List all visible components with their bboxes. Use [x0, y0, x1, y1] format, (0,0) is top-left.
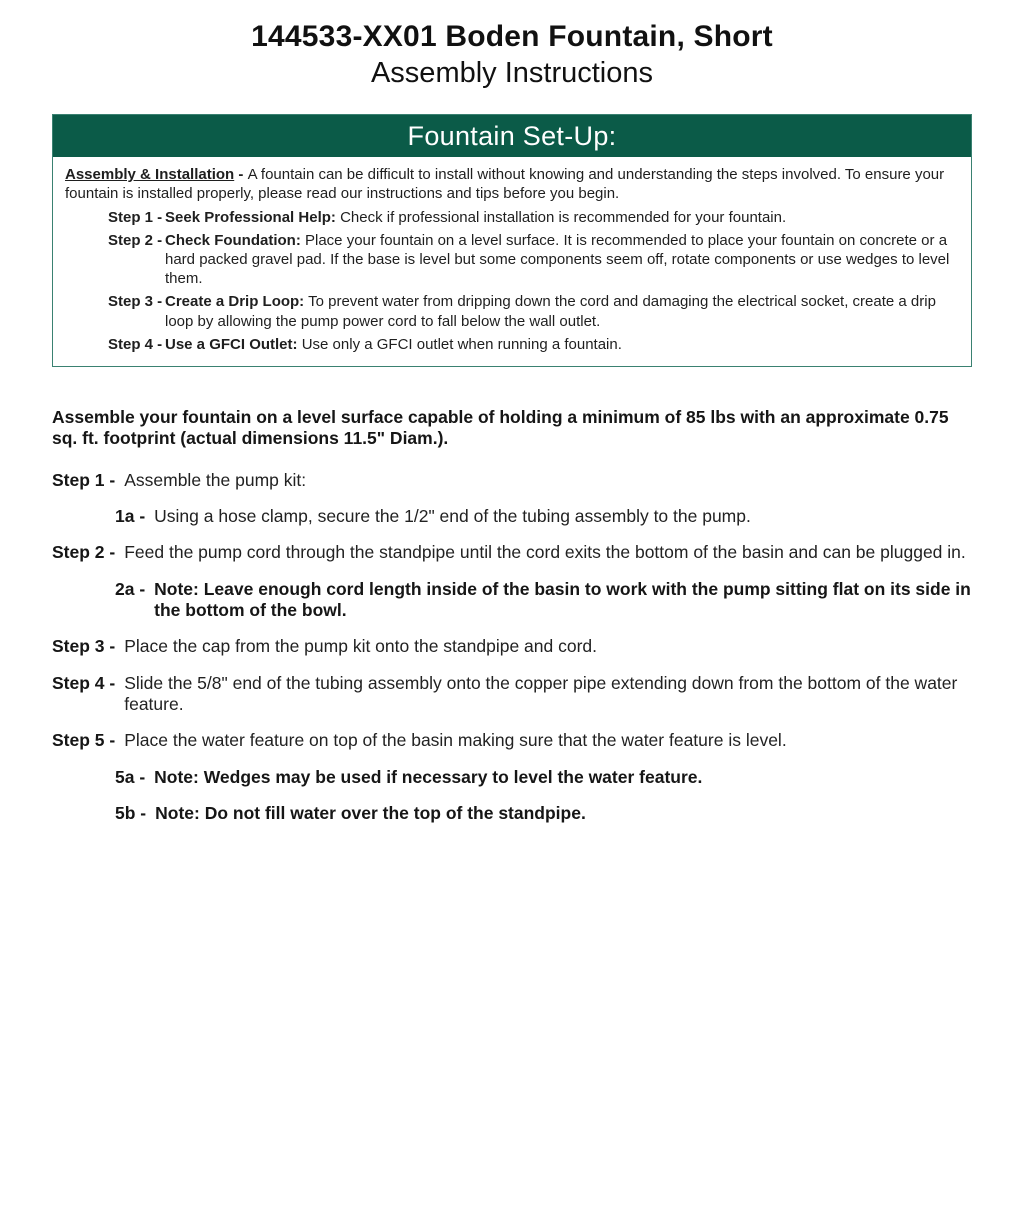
setup-step-desc: Check if professional installation is recommended for your fountain.	[340, 208, 787, 226]
assembly-step-text: Assemble the pump kit:	[124, 469, 307, 490]
setup-step-lead: Seek Professional Help:	[165, 208, 336, 226]
assembly-step-row	[52, 636, 972, 657]
assembly-step-label: 5a -	[115, 766, 146, 787]
setup-step-desc: Place your fountain on a level surface. It is recommended to place your fountain on concrete or a hard packed gravel pad. If the base is level but some components seem off, rotate components or use wedges to level them.	[165, 231, 950, 288]
assembly-step-row	[52, 673, 972, 716]
setup-intro-paragraph	[65, 165, 959, 203]
setup-box	[53, 157, 971, 366]
setup-step-desc: To prevent water from dripping down the cord and damaging the electrical socket, create a drip loop by allowing the pump power cord to fall below the wall outlet.	[165, 293, 936, 330]
assembly-step-label: Step 4 -	[52, 672, 116, 693]
assembly-step-row	[52, 803, 972, 824]
assembly-step-label: Step 5 -	[52, 730, 116, 751]
assembly-step-text: Note: Leave enough cord length inside of the basin to work with the pump sitting flat on its side in the bottom of the bowl.	[154, 578, 971, 621]
setup-step-lead: Use a GFCI Outlet:	[165, 335, 298, 353]
setup-step-row	[108, 231, 959, 289]
setup-step-text	[165, 292, 959, 330]
assembly-step-row	[52, 767, 972, 788]
assembly-step-text: Feed the pump cord through the standpipe until the cord exits the bottom of the basin and can be plugged in.	[124, 542, 966, 563]
section-banner-title: Fountain Set-Up:	[407, 120, 617, 151]
setup-step-desc: Use only a GFCI outlet when running a fountain.	[301, 335, 622, 353]
setup-step-label: Step 4 -	[108, 335, 163, 353]
assembly-step-text: Place the cap from the pump kit onto the standpipe and cord.	[124, 636, 598, 657]
setup-step-row	[108, 335, 959, 354]
assembly-step-row	[52, 470, 972, 491]
assembly-intro-paragraph: Assemble your fountain on a level surface capable of holding a minimum of 85 lbs with an approximate 0.75 sq. ft. footprint (actual dimensions 11.5" Diam.).	[52, 406, 949, 449]
assembly-step-label: Step 1 -	[52, 469, 116, 490]
setup-steps-list	[65, 208, 959, 354]
setup-step-label: Step 2 -	[108, 231, 163, 249]
assembly-step-label: 5b -	[115, 803, 147, 824]
setup-step-lead: Check Foundation:	[165, 231, 301, 249]
assembly-instructions	[52, 407, 972, 824]
setup-intro-text: A fountain can be difficult to install without knowing and understanding the steps involved. To ensure your fountain is installed properly, please read our instructions and tips before you begin.	[65, 166, 945, 203]
assembly-step-text: Note: Do not fill water over the top of the standpipe.	[155, 803, 586, 824]
setup-step-label: Step 3 -	[108, 293, 163, 311]
setup-step-text	[165, 231, 959, 289]
document-subtitle: Assembly Instructions	[370, 56, 654, 89]
setup-step-text	[165, 335, 959, 354]
setup-step-lead: Create a Drip Loop:	[165, 293, 305, 311]
assembly-step-text: Note: Wedges may be used if necessary to level the water feature.	[154, 766, 703, 787]
assembly-steps-list	[52, 470, 972, 825]
assembly-step-label: Step 3 -	[52, 636, 116, 657]
assembly-step-label: 1a -	[115, 506, 146, 527]
setup-step-text	[165, 208, 959, 227]
setup-intro-heading: Assembly & Installation	[65, 166, 235, 184]
assembly-step-label: Step 2 -	[52, 542, 116, 563]
section-banner	[53, 115, 971, 157]
assembly-step-text: Place the water feature on top of the basin making sure that the water feature is level.	[124, 730, 787, 751]
setup-step-row	[108, 208, 959, 227]
assembly-step-row	[52, 542, 972, 563]
product-title: 144533-XX01 Boden Fountain, Short	[251, 20, 773, 53]
setup-step-row	[108, 292, 959, 330]
assembly-step-text: Using a hose clamp, secure the 1/2" end of the tubing assembly to the pump.	[154, 506, 751, 527]
assembly-step-row	[52, 730, 972, 751]
assembly-step-text: Slide the 5/8" end of the tubing assembly onto the copper pipe extending down from the bottom of the water feature.	[124, 672, 958, 715]
setup-step-label: Step 1 -	[108, 208, 163, 226]
setup-intro-separator: -	[234, 166, 248, 184]
assembly-step-row	[52, 579, 972, 622]
document-header	[52, 18, 972, 90]
assembly-step-label: 2a -	[115, 578, 146, 599]
assembly-step-row	[52, 506, 972, 527]
fountain-setup-section	[52, 114, 972, 367]
